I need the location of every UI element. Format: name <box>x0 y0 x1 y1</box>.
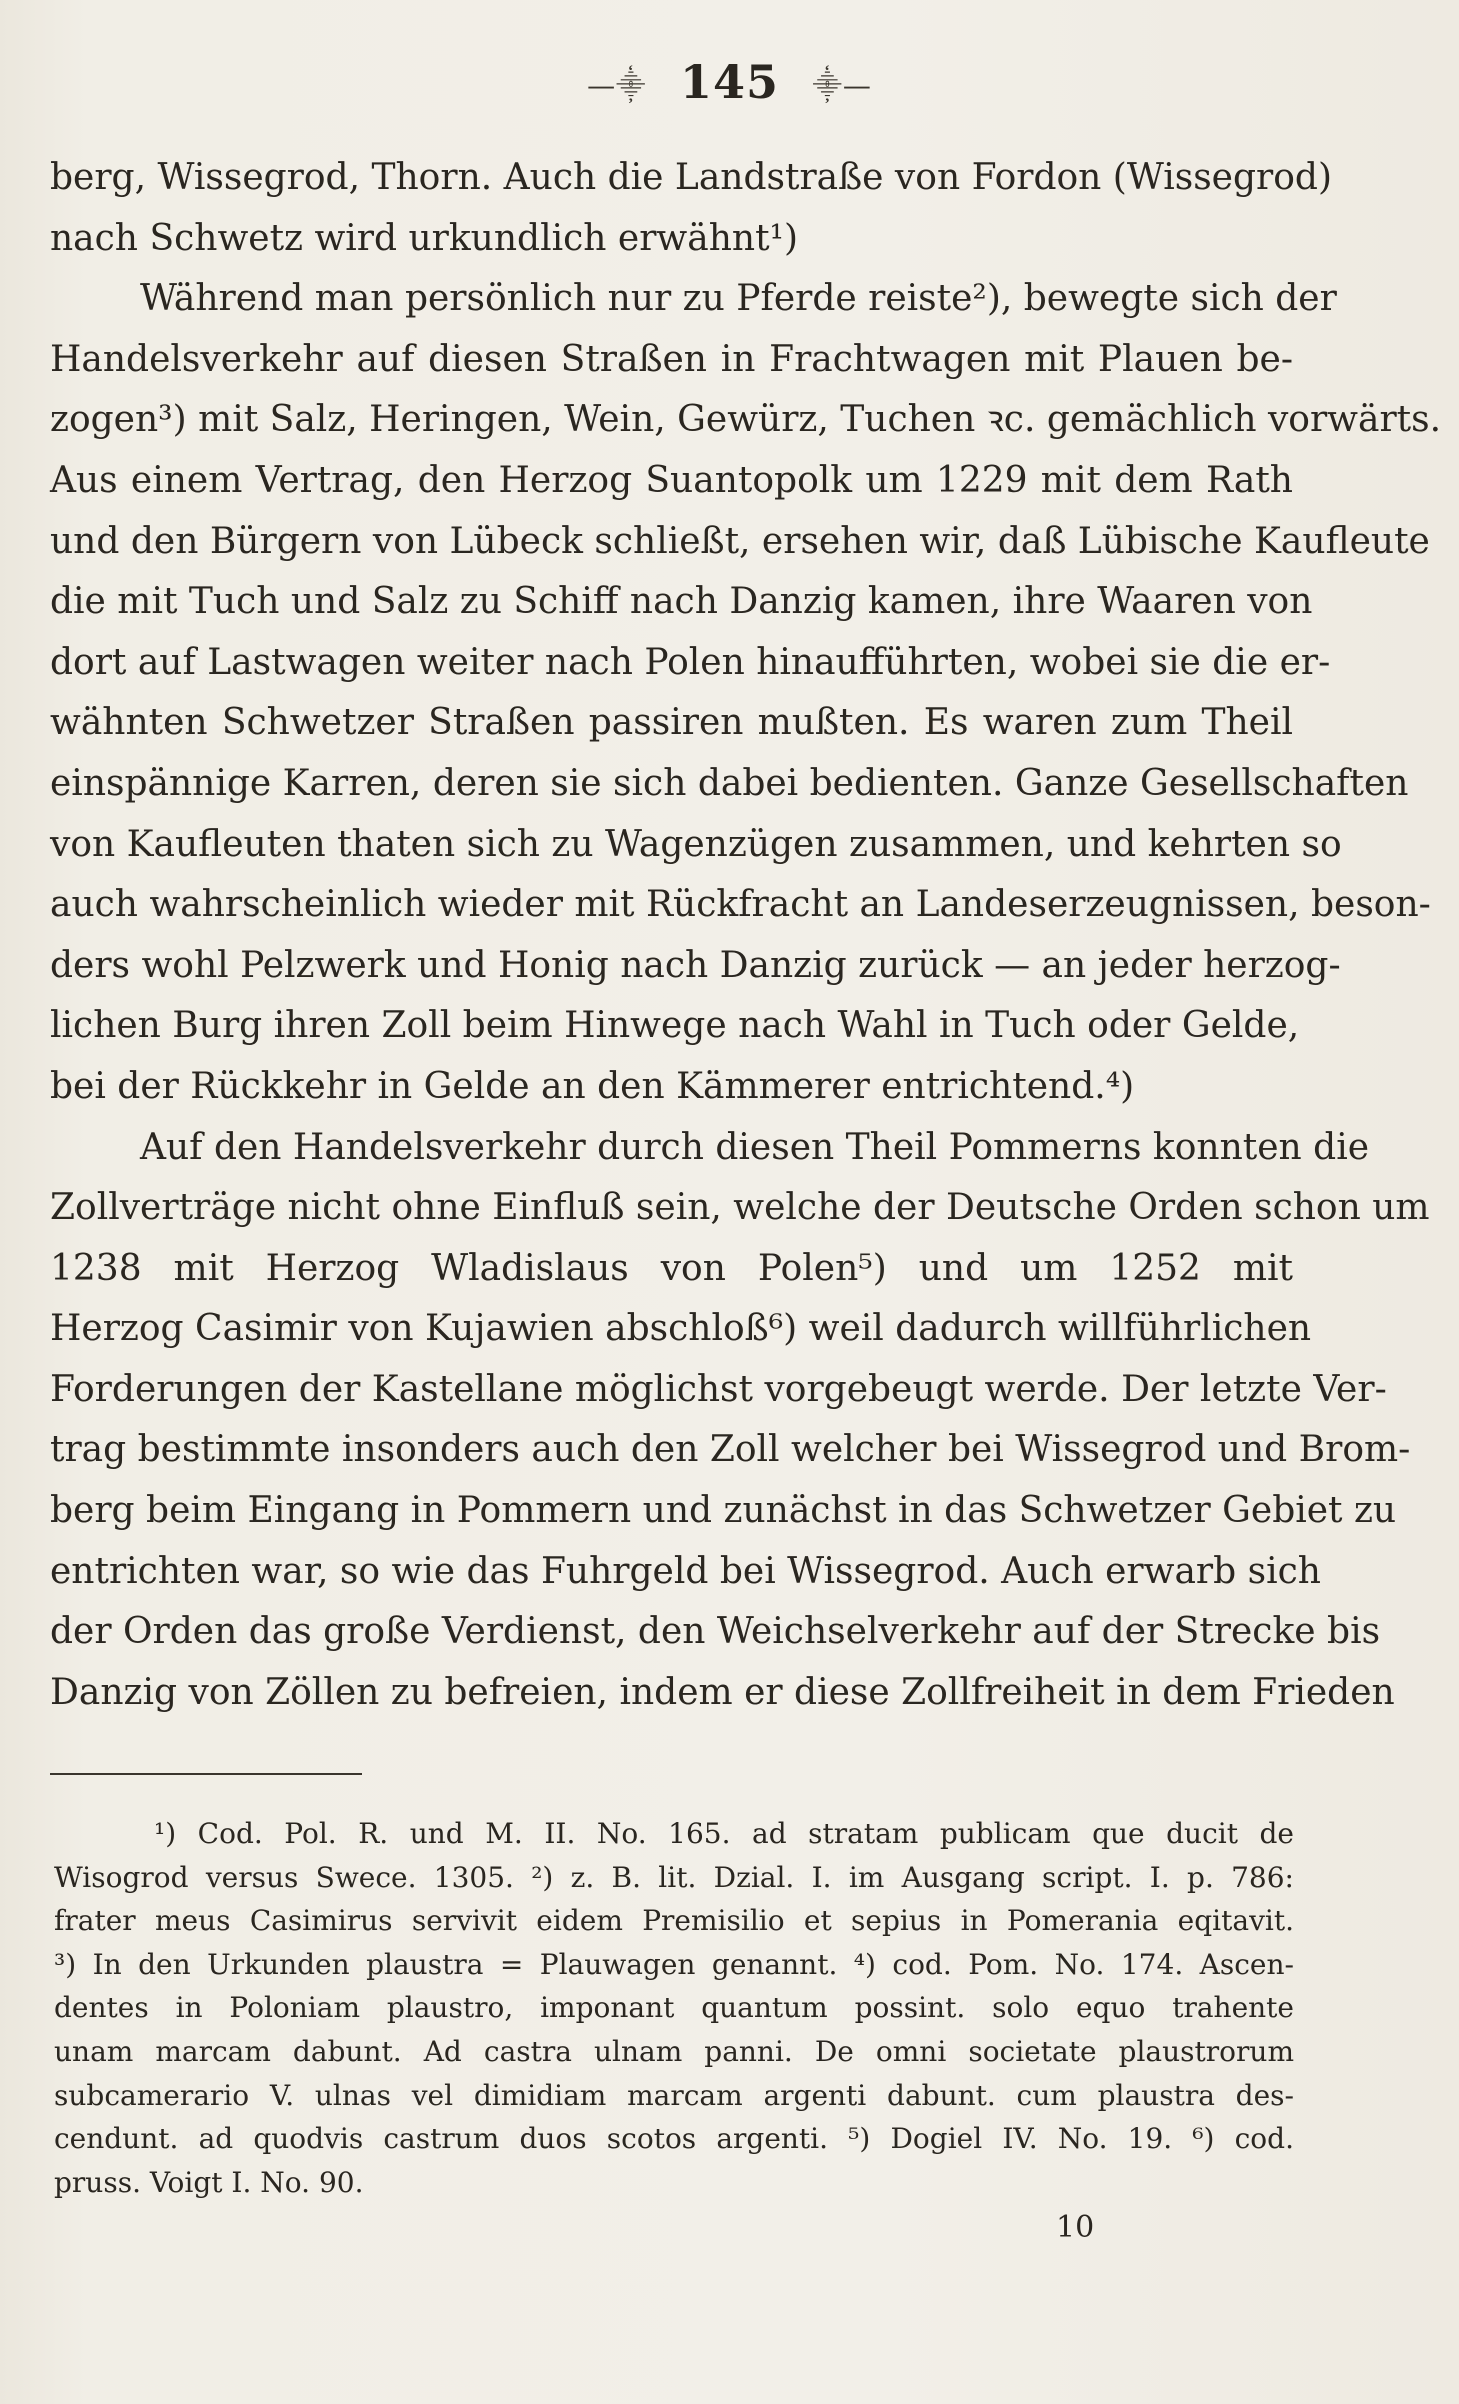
body-line: trag bestimmte insonders auch den Zoll welcher bei Wissegrod und Brom- <box>50 1429 1411 1471</box>
signature-mark: 10 <box>1056 2210 1095 2245</box>
body-line: einspännige Karren, deren sie sich dabei bedienten. Ganze Gesellschaften <box>50 762 1409 804</box>
page-header <box>0 52 1459 116</box>
body-line: ders wohl Pelzwerk und Honig nach Danzig zurück — an jeder herzog- <box>50 944 1341 986</box>
footnote-line: ³) In den Urkunden plaustra = Plauwagen genannt. ⁴) cod. Pom. No. 174. Ascen- <box>54 1947 1294 1981</box>
footnote-line: subcamerario V. ulnas vel dimidiam marcam argenti dabunt. cum plaustra des- <box>54 2078 1294 2112</box>
footnote-line: frater meus Casimirus servivit eidem Premisilio et sepius in Pomerania eqitavit. <box>54 1904 1294 1938</box>
body-line: Zollverträge nicht ohne Einfluß sein, welche der Deutsche Orden schon um <box>50 1187 1430 1229</box>
footnote-line: unam marcam dabunt. Ad castra ulnam panni. De omni societate plaustrorum <box>54 2034 1294 2068</box>
body-line: bei der Rückkehr in Gelde an den Kämmerer entrichtend.⁴) <box>50 1065 1135 1107</box>
footnote-line: cendunt. ad quodvis castrum duos scotos argenti. ⁵) Dogiel IV. No. 19. ⁶) cod. <box>54 2122 1294 2156</box>
body-line: 1238 mit Herzog Wladislaus von Polen⁵) und um 1252 mit <box>50 1247 1293 1289</box>
footnote-line: ¹) Cod. Pol. R. und M. II. No. 165. ad stratam publicam que ducit de <box>154 1817 1294 1850</box>
body-line: Auf den Handelsverkehr durch diesen Theil Pommerns konnten die <box>140 1126 1370 1168</box>
body-line: Danzig von Zöllen zu befreien, indem er diese Zollfreiheit in dem Frieden <box>50 1671 1395 1713</box>
body-text <box>50 148 1442 1723</box>
body-line: nach Schwetz wird urkundlich erwähnt¹) <box>50 217 799 259</box>
ornament-right-icon: ⸎— <box>812 69 872 102</box>
body-line: Forderungen der Kastellane möglichst vorgebeugt werde. Der letzte Ver- <box>50 1368 1387 1410</box>
body-line: entrichten war, so wie das Fuhrgeld bei Wissegrod. Auch erwarb sich <box>50 1550 1321 1592</box>
body-line: die mit Tuch und Salz zu Schiff nach Danzig kamen, ihre Waaren von <box>50 581 1313 623</box>
body-line: dort auf Lastwagen weiter nach Polen hinaufführten, wobei sie die er- <box>50 641 1331 683</box>
body-line: zogen³) mit Salz, Heringen, Wein, Gewürz, Tuchen ꝛc. gemächlich vorwärts. <box>50 399 1442 441</box>
body-line: Während man persönlich nur zu Pferde reiste²), bewegte sich der <box>140 278 1337 320</box>
footnote-line: Wisogrod versus Swece. 1305. ²) z. B. lit. Dzial. I. im Ausgang script. I. p. 786: <box>54 1860 1294 1894</box>
footnotes <box>54 1812 1294 2204</box>
footnote-divider <box>50 1773 362 1775</box>
page-number: 145 <box>679 55 780 109</box>
footnote-line: pruss. Voigt I. No. 90. <box>54 2165 364 2199</box>
body-line: wähnten Schwetzer Straßen passiren mußten. Es waren zum Theil <box>50 702 1293 744</box>
body-line: Herzog Casimir von Kujawien abschloß⁶) weil dadurch willführlichen <box>50 1308 1312 1350</box>
body-line: berg, Wissegrod, Thorn. Auch die Landstraße von Fordon (Wissegrod) <box>50 157 1333 198</box>
body-line: Aus einem Vertrag, den Herzog Suantopolk um 1229 mit dem Rath <box>50 459 1293 501</box>
body-line: der Orden das große Verdienst, den Weichselverkehr auf der Strecke bis <box>50 1611 1381 1653</box>
body-line: und den Bürgern von Lübeck schließt, ersehen wir, daß Lübische Kaufleute <box>50 520 1430 562</box>
body-line: berg beim Eingang in Pommern und zunächst in das Schwetzer Gebiet zu <box>50 1490 1397 1532</box>
footnote-line: dentes in Poloniam plaustro, imponant quantum possint. solo equo trahente <box>54 1991 1294 2025</box>
ornament-left-icon: —⸎ <box>587 69 647 102</box>
body-line: lichen Burg ihren Zoll beim Hinwege nach Wahl in Tuch oder Gelde, <box>50 1005 1300 1047</box>
body-line: auch wahrscheinlich wieder mit Rückfracht an Landeserzeugnissen, beson- <box>50 884 1431 926</box>
body-line: von Kaufleuten thaten sich zu Wagenzügen zusammen, und kehrten so <box>50 823 1342 865</box>
body-line: Handelsverkehr auf diesen Straßen in Frachtwagen mit Plauen be- <box>50 338 1293 380</box>
